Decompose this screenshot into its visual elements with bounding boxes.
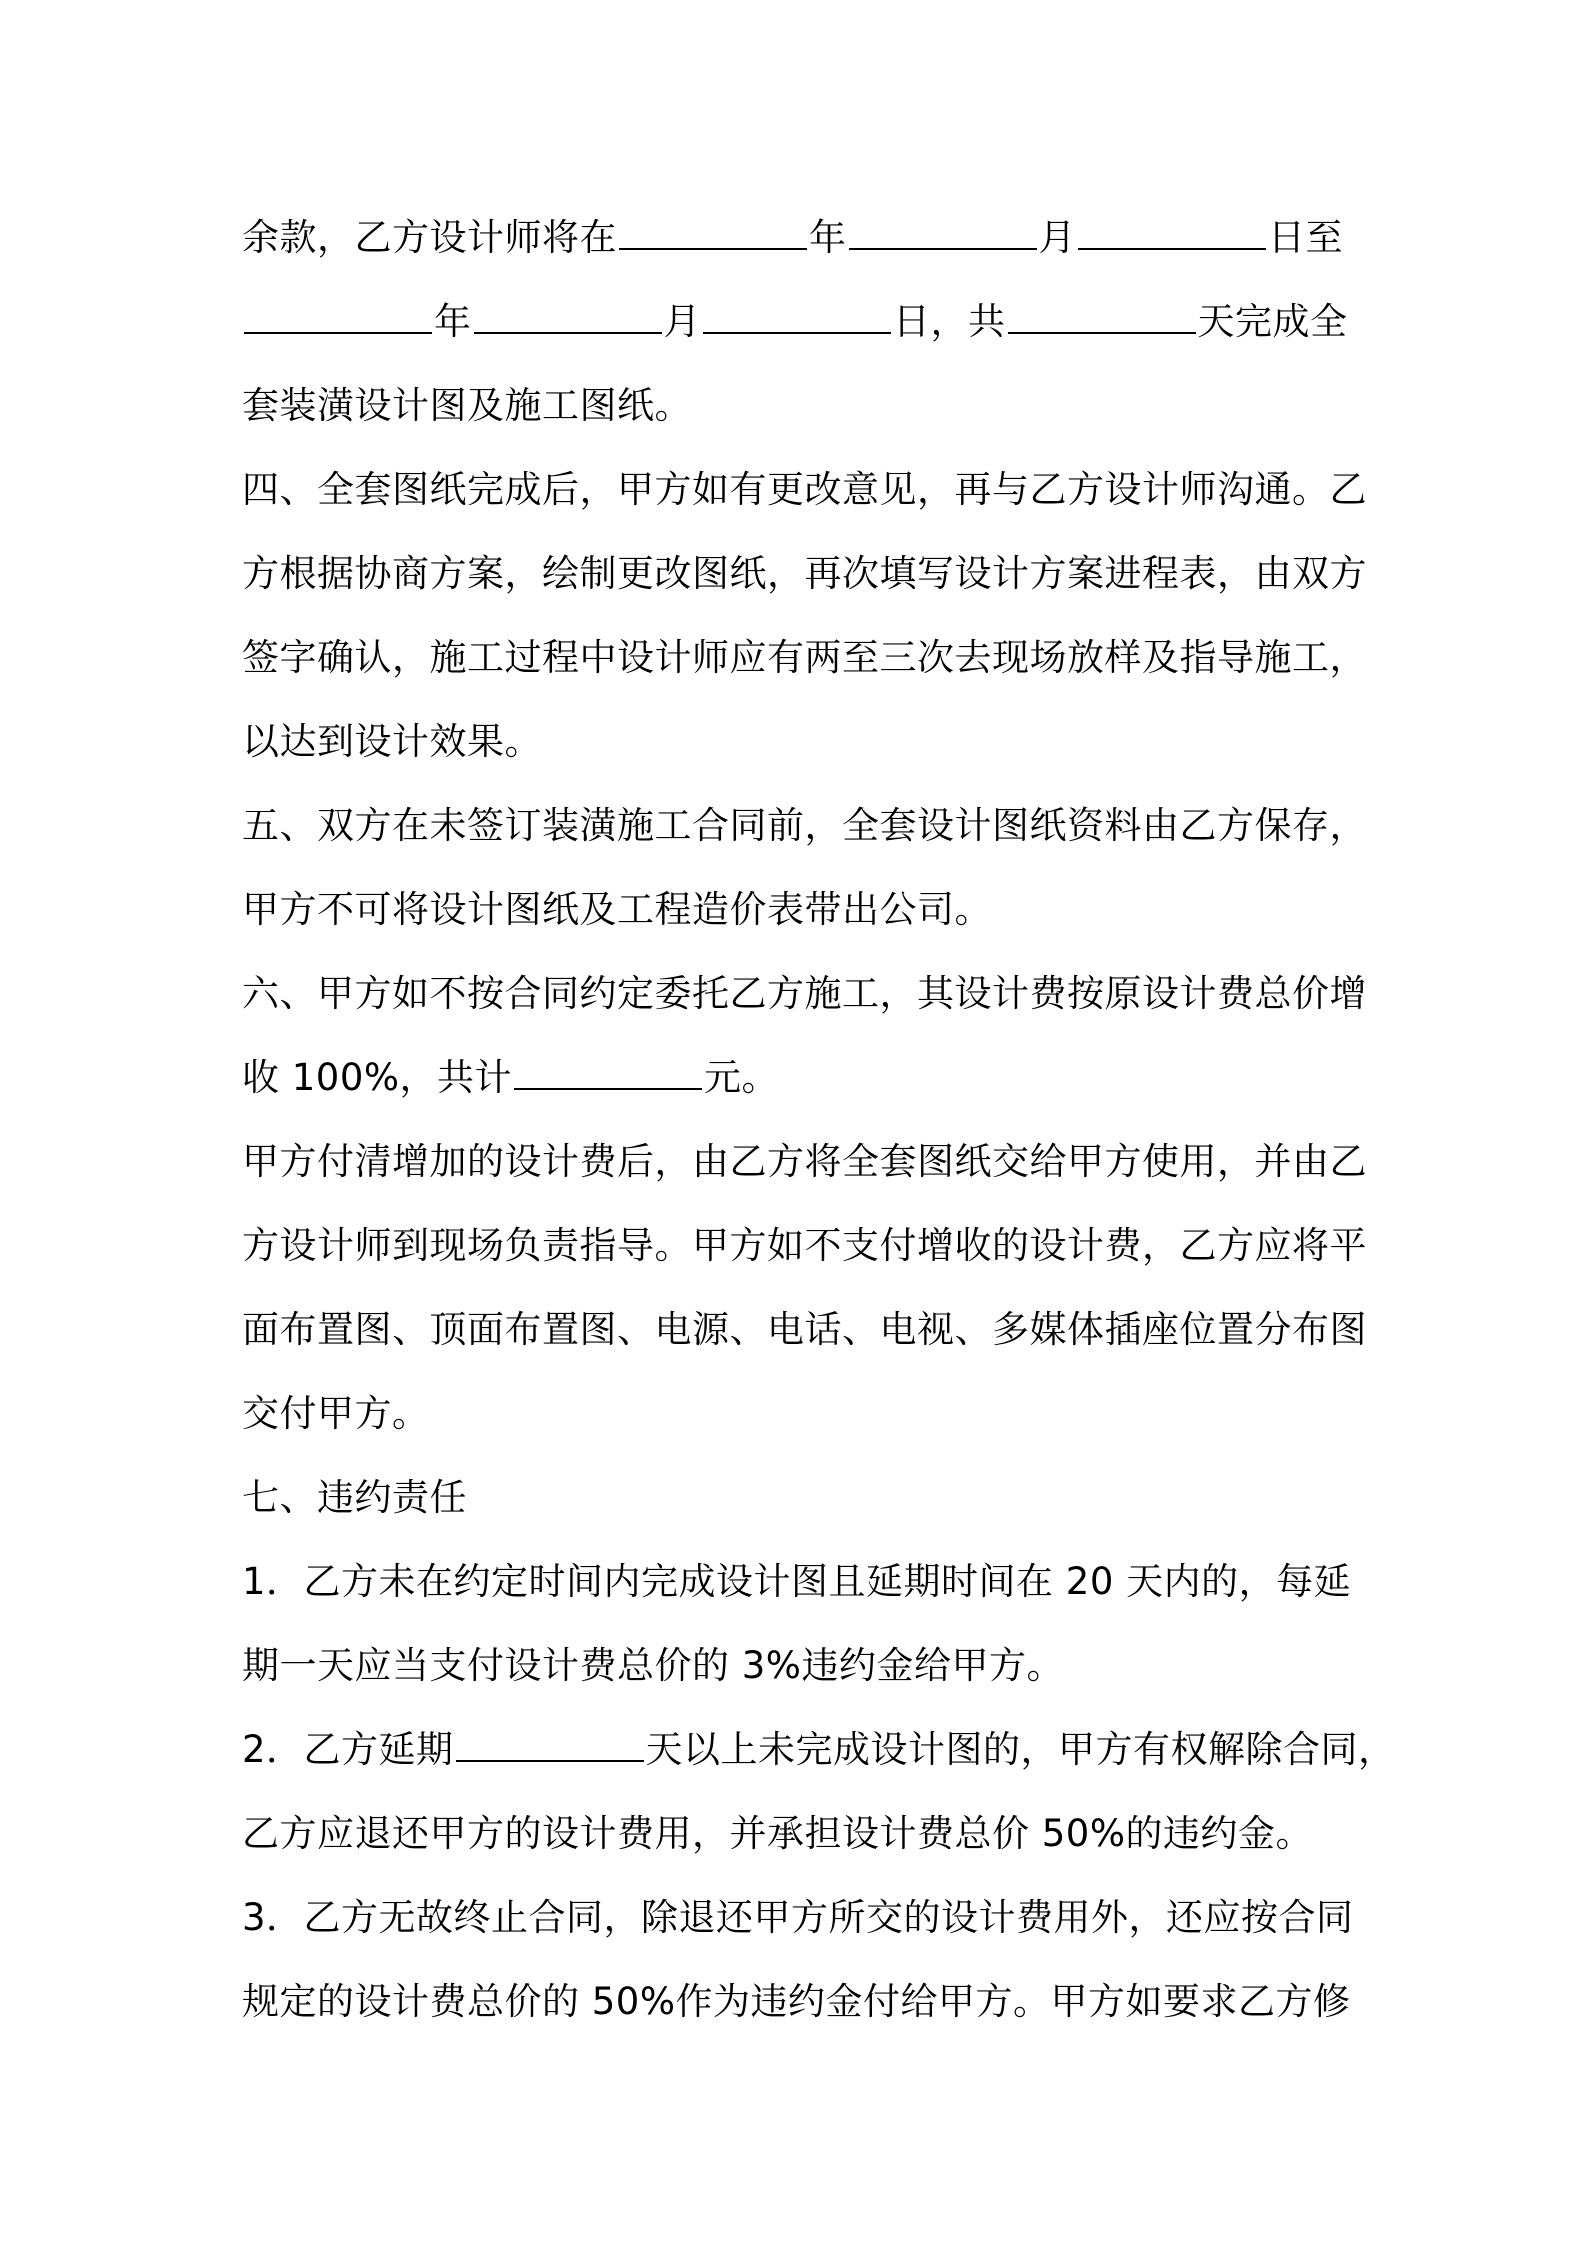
- document-text: 套装潢设计图及施工图纸。: [242, 384, 692, 427]
- document-line: [242, 1792, 1367, 1876]
- document-text: 交付甲方。: [242, 1392, 430, 1435]
- document-text: 甲方付清增加的设计费后，由乙方将全套图纸交给甲方使用，并由乙: [242, 1140, 1367, 1183]
- fill-in-blank[interactable]: [619, 218, 807, 250]
- document-line: [242, 700, 1367, 784]
- document-text: 七、违约责任: [242, 1476, 467, 1519]
- document-line: [242, 196, 1367, 280]
- fill-in-blank[interactable]: [703, 302, 891, 334]
- document-text: 日，共: [893, 300, 1006, 343]
- document-text: 月: [663, 300, 701, 343]
- document-line: [242, 1624, 1367, 1708]
- document-line: [242, 1120, 1367, 1204]
- document-text: 天完成全: [1197, 300, 1348, 343]
- document-text: 规定的设计费总价的 50%作为违约金付给甲方。甲方如要求乙方修: [242, 1980, 1351, 2023]
- document-text: 甲方不可将设计图纸及工程造价表带出公司。: [242, 888, 992, 931]
- document-text: 签字确认，施工过程中设计师应有两至三次去现场放样及指导施工，: [242, 636, 1367, 679]
- document-text: 四、全套图纸完成后，甲方如有更改意见，再与乙方设计师沟通。乙: [242, 468, 1367, 511]
- document-text: 月: [1038, 216, 1076, 259]
- document-text: 年: [809, 216, 847, 259]
- document-line: [242, 280, 1367, 364]
- document-line: [242, 448, 1367, 532]
- fill-in-blank[interactable]: [514, 1058, 702, 1090]
- document-line: [242, 1204, 1367, 1288]
- document-text: 乙方应退还甲方的设计费用，并承担设计费总价 50%的违约金。: [242, 1812, 1313, 1855]
- document-text: 3．乙方无故终止合同，除退还甲方所交的设计费用外，还应按合同: [242, 1896, 1354, 1939]
- document-text: 余款，乙方设计师将在: [242, 216, 617, 259]
- document-text: 六、甲方如不按合同约定委托乙方施工，其设计费按原设计费总价增: [242, 972, 1367, 1015]
- document-line: [242, 784, 1367, 868]
- document-text: 年: [434, 300, 472, 343]
- document-text: 方根据协商方案，绘制更改图纸，再次填写设计方案进程表，由双方: [242, 552, 1367, 595]
- fill-in-blank[interactable]: [1078, 218, 1266, 250]
- document-line: [242, 616, 1367, 700]
- fill-in-blank[interactable]: [474, 302, 662, 334]
- document-text: 五、双方在未签订装潢施工合同前，全套设计图纸资料由乙方保存，: [242, 804, 1367, 847]
- fill-in-blank[interactable]: [1008, 302, 1196, 334]
- document-line: [242, 1876, 1367, 1960]
- document-text: 方设计师到现场负责指导。甲方如不支付增收的设计费，乙方应将平: [242, 1224, 1367, 1267]
- document-text: 日至: [1268, 216, 1343, 259]
- document-line: [242, 1456, 1367, 1540]
- document-text: 元。: [704, 1056, 780, 1099]
- document-text: 面布置图、顶面布置图、电源、电话、电视、多媒体插座位置分布图: [242, 1308, 1367, 1351]
- document-text: 1．乙方未在约定时间内完成设计图且延期时间在 20 天内的，每延: [242, 1560, 1352, 1603]
- document-line: [242, 1960, 1367, 2044]
- document-text: 收 100%，共计: [242, 1056, 513, 1099]
- document-line: [242, 868, 1367, 952]
- document-text: 以达到设计效果。: [242, 720, 542, 763]
- document-line: [242, 1288, 1367, 1372]
- document-line: [242, 364, 1367, 448]
- document-line: [242, 532, 1367, 616]
- document-line: [242, 952, 1367, 1036]
- document-text: 天以上未完成设计图的，甲方有权解除合同，: [645, 1728, 1396, 1771]
- fill-in-blank[interactable]: [244, 302, 432, 334]
- document-text: 期一天应当支付设计费总价的 3%违约金给甲方。: [242, 1644, 1064, 1687]
- document-line: [242, 1708, 1396, 1792]
- document-line: [242, 1036, 1367, 1120]
- document-line: [242, 1540, 1367, 1624]
- document-line: [242, 1372, 1367, 1456]
- fill-in-blank[interactable]: [456, 1730, 644, 1762]
- document-text: 2．乙方延期: [242, 1728, 454, 1771]
- contract-page: [242, 196, 1396, 2044]
- fill-in-blank[interactable]: [849, 218, 1037, 250]
